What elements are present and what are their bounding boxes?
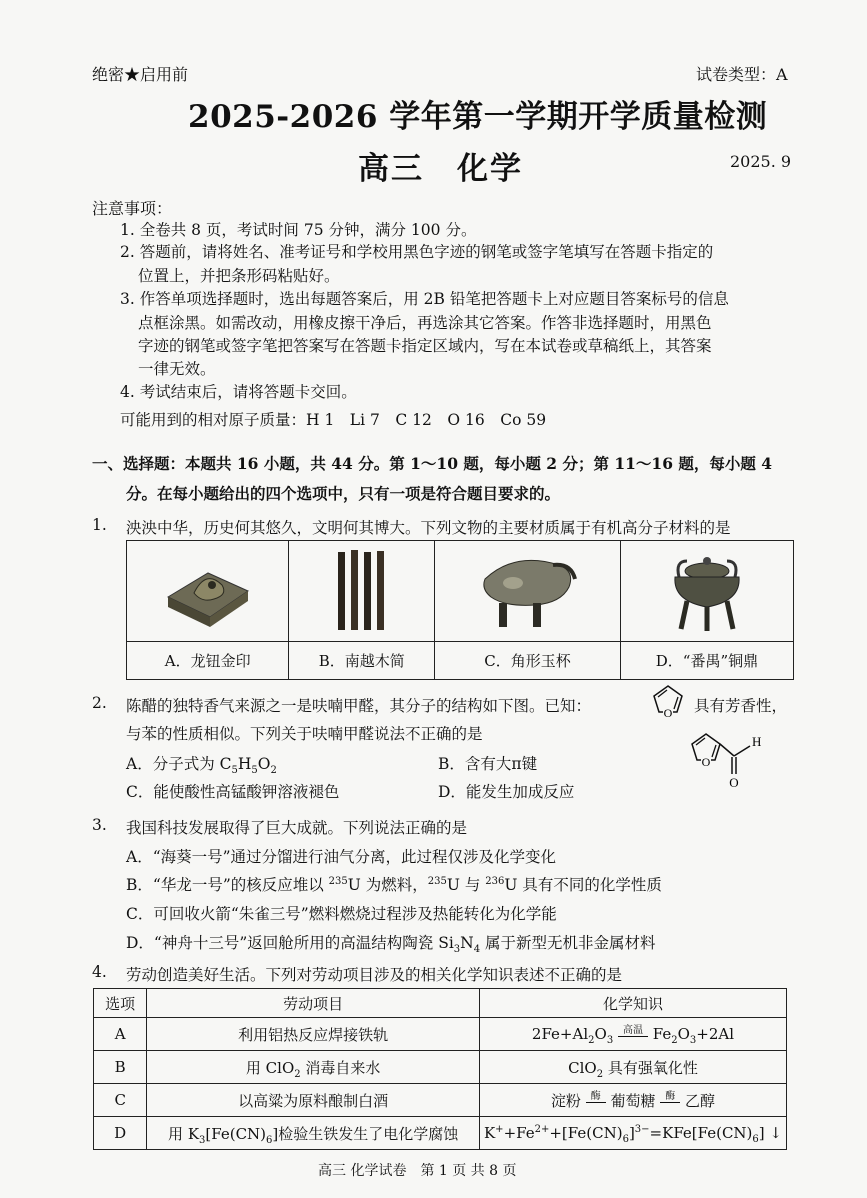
notice-item-2-cont: 位置上，并把条形码粘贴好。 [138, 267, 340, 285]
table-header-cell: 化学知识 [479, 989, 786, 1018]
q2-option-a: A．分子式为 $C_5H_5O_2$ [126, 755, 277, 777]
page-title: 2025-2026 学年第一学期开学质量检测 [188, 99, 768, 135]
q3-option-b: B．“华龙一号”的核反应堆以 $^{235}$U 为燃料，$^{235}$U 与 $^{236}$U 具有不同的化学性质 [126, 875, 662, 894]
table-cell: 以高粱为原料酿制白酒 [147, 1084, 480, 1117]
furfural-structure [686, 726, 782, 792]
q2-stem-cont: 与苯的性质相似。下列关于呋喃甲醛说法不正确的是 [126, 725, 483, 743]
table-cell: D [94, 1117, 147, 1150]
wooden-slips-image [289, 541, 435, 642]
exam-date: 2025. 9 [730, 152, 792, 171]
svg-text:O: O [663, 706, 673, 720]
notice-heading: 注意事项： [92, 199, 173, 218]
table-cell: B [94, 1051, 147, 1084]
table-cell: C [94, 1084, 147, 1117]
table-cell: A [94, 1018, 147, 1051]
q1-option-b: B．南越木简 [289, 642, 435, 680]
q3-option-d: D．“神舟十三号”返回舱所用的高温结构陶瓷 $Si_3N_4$ 属于新型无机非金属材料 [126, 934, 656, 956]
notice-item-2: 2. 答题前，请将姓名、准考证号和学校用黑色字迹的钢笔或签字笔填写在答题卡指定的 [120, 243, 714, 261]
q3-option-a: A．“海葵一号”通过分馏进行油气分离，此过程仅涉及化学变化 [126, 848, 557, 866]
atomic-mass-line: 可能用到的相对原子质量：H 1 Li 7 C 12 O 16 Co 59 [120, 411, 547, 429]
subject-title: 高三 化学 [358, 151, 523, 187]
enzyme-arrow: 酶 [660, 1092, 680, 1103]
furan-structure [648, 682, 688, 720]
table-cell: 用 $K_3[Fe(CN)_6]$检验生铁发生了电化学腐蚀 [147, 1117, 480, 1150]
table-cell: $2Fe+Al_2O_3$ 高温 $Fe_2O_3+2Al$ [479, 1018, 786, 1051]
question-number: 1. [92, 516, 107, 534]
notice-item-1: 1. 全卷共 8 页，考试时间 75 分钟，满分 100 分。 [120, 221, 477, 239]
notice-item-4: 4. 考试结束后，请将答题卡交回。 [120, 383, 357, 401]
svg-text:O: O [701, 755, 711, 769]
section-heading: 一、选择题：本题共 16 小题，共 44 分。第 1～10 题，每小题 2 分；第 11～16 题，每小题 4 [92, 454, 773, 473]
table-row [94, 1051, 787, 1084]
reaction-condition: 高温 [618, 1026, 648, 1037]
table-header-row [94, 989, 787, 1018]
table-cell: 淀粉 酶 葡萄糖 酶 乙醇 [479, 1084, 786, 1117]
table-cell: ClO$_2$ 具有强氧化性 [479, 1051, 786, 1084]
q1-option-a: A．龙钮金印 [127, 642, 289, 680]
q2-stem: 陈醋的独特香气来源之一是呋喃甲醛，其分子的结构如下图。已知： [126, 697, 592, 715]
notice-item-3-cont: 点框涂黑。如需改动，用橡皮擦干净后，再选涂其它答案。作答非选择题时，用黑色 [138, 314, 712, 332]
table-header-cell: 选项 [94, 989, 147, 1018]
paper-type: 试卷类型：A [696, 65, 788, 84]
notice-item-3-cont: 字迹的钢笔或签字笔把答案写在答题卡指定区域内，写在本试卷或草稿纸上，其答案 [138, 337, 712, 355]
q3-stem: 我国科技发展取得了巨大成就。下列说法正确的是 [126, 819, 468, 837]
svg-text:O: O [729, 775, 739, 790]
page-footer: 高三 化学试卷 第 1 页 共 8 页 [318, 1163, 517, 1179]
q1-options-table [126, 540, 794, 680]
notice-item-3: 3. 作答单项选择题时，选出每题答案后，用 2B 铅笔把答题卡上对应题目答案标号的信息 [120, 290, 729, 308]
bronze-ding-image [620, 541, 793, 642]
table-row [94, 1117, 787, 1150]
confidential-mark: 绝密★启用前 [92, 65, 189, 84]
table-row [94, 1084, 787, 1117]
question-number: 4. [92, 963, 107, 981]
table-header-cell: 劳动项目 [147, 989, 480, 1018]
notice-item-3-cont: 一律无效。 [138, 360, 216, 378]
q1-stem: 泱泱中华，历史何其悠久，文明何其博大。下列文物的主要材质属于有机高分子材料的是 [126, 519, 731, 537]
q1-option-c: C．角形玉杯 [435, 642, 621, 680]
section-heading-cont: 分。在每小题给出的四个选项中，只有一项是符合题目要求的。 [126, 484, 561, 503]
gold-seal-image [127, 541, 289, 642]
svg-text:H: H [752, 734, 762, 749]
q2-option-b: B．含有大π键 [438, 755, 538, 773]
question-number: 2. [92, 694, 107, 712]
question-number: 3. [92, 816, 107, 834]
q4-table [93, 988, 787, 1150]
table-cell: $K^++Fe^{2+}+[Fe(CN)_6]^{3-}=KFe[Fe(CN)_6]$ ↓ [479, 1117, 786, 1150]
jade-cup-image [435, 541, 621, 642]
table-row [94, 1018, 787, 1051]
q4-stem: 劳动创造美好生活。下列对劳动项目涉及的相关化学知识表述不正确的是 [126, 966, 623, 984]
q3-option-c: C．可回收火箭“朱雀三号”燃料燃烧过程涉及热能转化为化学能 [126, 905, 557, 923]
q1-option-d: D．“番禺”铜鼎 [620, 642, 793, 680]
table-cell: 利用铝热反应焊接铁轨 [147, 1018, 480, 1051]
q2-option-d: D．能发生加成反应 [438, 783, 575, 801]
table-cell: 用 ClO$_2$ 消毒自来水 [147, 1051, 480, 1084]
q2-stem-cont: 具有芳香性， [694, 697, 788, 715]
enzyme-arrow: 酶 [586, 1092, 606, 1103]
q2-option-c: C．能使酸性高锰酸钾溶液褪色 [126, 783, 340, 801]
